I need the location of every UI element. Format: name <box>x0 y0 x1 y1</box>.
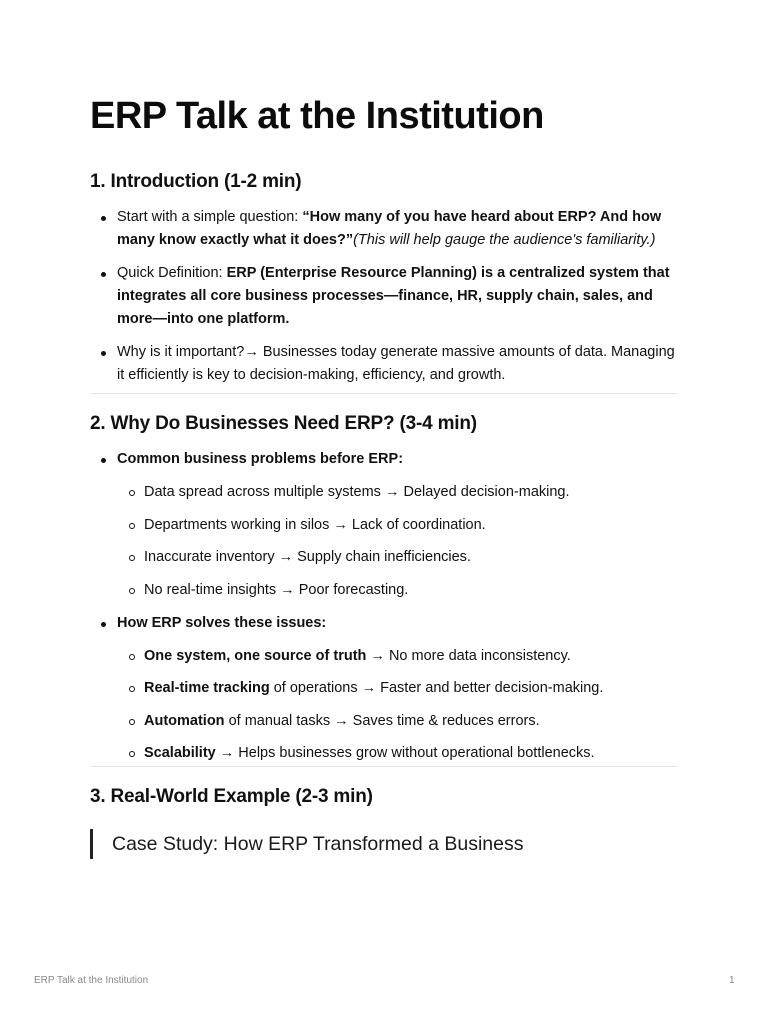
sub-item-text: of operations → Faster and better decision-making. <box>269 680 604 696</box>
sub-item-bold: One system, one source of truth <box>144 647 367 664</box>
sub-item-text: of manual tasks → Saves time & reduces errors. <box>224 712 540 729</box>
group-label: How ERP solves these issues: <box>117 614 327 631</box>
bullet-text: Why is it important?→ Businesses today generate massive amounts of data. Managing it efficiently is key to decision-making, efficiency, and growth. <box>117 344 675 383</box>
sub-list-item: Data spread across multiple systems → Delayed decision-making. <box>117 481 678 504</box>
bullet-text: Start with a simple question: <box>117 209 303 225</box>
bullet-italic-text: (This will help gauge the audience's familiarity.) <box>353 232 656 248</box>
sub-list-item <box>117 710 678 733</box>
bullet-text: Quick Definition: <box>117 265 227 281</box>
sub-item-bold: Scalability <box>144 745 216 761</box>
solutions-sublist <box>117 645 678 766</box>
section-divider <box>90 393 678 394</box>
sub-list-item: Inaccurate inventory → Supply chain inefficiencies. <box>117 546 678 569</box>
sub-item-bold: Real-time tracking <box>144 680 270 696</box>
sub-list-item: No real-time insights → Poor forecasting. <box>117 579 678 602</box>
problems-sublist <box>117 481 678 602</box>
case-study-callout: Case Study: How ERP Transformed a Business <box>90 829 678 859</box>
sub-list-item <box>117 645 678 668</box>
sub-list-item <box>117 677 678 700</box>
list-item <box>90 262 678 331</box>
section-heading-introduction: 1. Introduction (1-2 min) <box>90 171 302 192</box>
sub-list-item: Departments working in silos → Lack of coordination. <box>117 514 678 537</box>
sub-list-item <box>117 742 678 765</box>
group-label: Common business problems before ERP: <box>117 451 404 467</box>
why-erp-list <box>90 448 678 765</box>
section-heading-real-world-example: 3. Real-World Example (2-3 min) <box>90 786 373 807</box>
sub-item-bold: Automation <box>144 712 225 729</box>
list-item <box>90 341 678 387</box>
document-page <box>90 92 678 859</box>
list-item <box>90 206 678 252</box>
introduction-list <box>90 206 678 387</box>
footer-document-title: ERP Talk at the Institution <box>34 975 149 986</box>
document-title: ERP Talk at the Institution <box>90 95 544 137</box>
list-item <box>90 448 678 602</box>
bullet-bold-text: ERP (Enterprise Resource Planning) is a centralized system that integrates all core business processes—finance, HR, supply chain, sales, and more—into one platform. <box>117 265 670 327</box>
list-item <box>90 612 678 766</box>
sub-item-text: → No more data inconsistency. <box>366 647 571 664</box>
bullet-bold-text: “How many of you have heard about ERP? And how many know exactly what it does?” <box>117 209 662 248</box>
footer-page-number: 1 <box>729 975 735 986</box>
section-divider <box>90 766 678 767</box>
section-heading-why-erp: 2. Why Do Businesses Need ERP? (3-4 min) <box>90 413 477 434</box>
sub-item-text: → Helps businesses grow without operational bottlenecks. <box>215 745 595 761</box>
